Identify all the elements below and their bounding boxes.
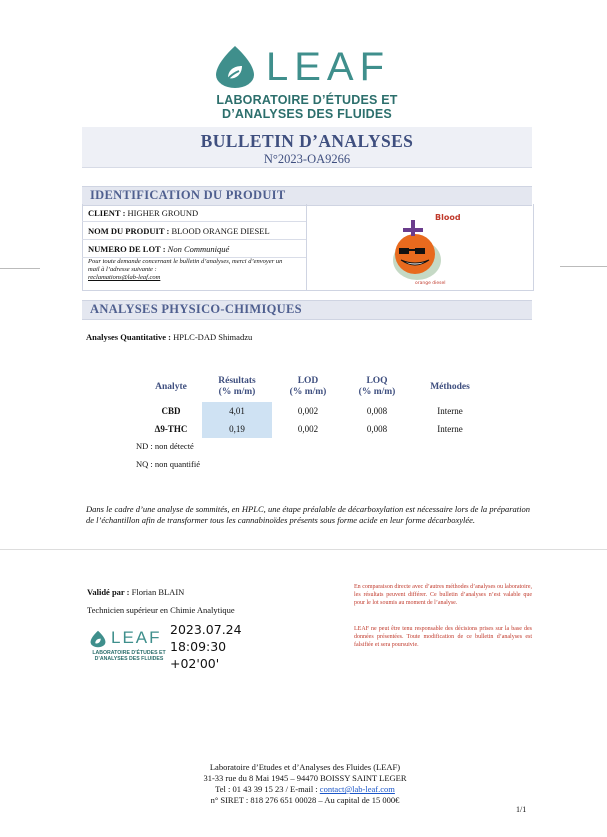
table-row [140,420,490,438]
col-lod [272,372,344,402]
signature-logo-wordmark: LEAF [111,628,162,647]
logo-subtitle-line-2: D’ANALYSES DES FLUIDES [222,107,392,121]
loq-cell: 0,008 [366,424,388,434]
lod-cell: 0,002 [297,424,319,434]
scan-artifact-line [0,268,40,269]
validated-by [87,587,184,597]
logo-subtitle-line-1: LABORATOIRE D’ÉTUDES ET [216,93,398,107]
nd-legend: ND : non détecté [136,441,194,451]
complaint-email-link[interactable]: reclamations@lab-leaf.com [88,274,161,281]
method-cell: Interne [437,406,463,416]
identification-title: IDENTIFICATION DU PRODUIT [90,188,286,202]
document-number: N°2023-OA9266 [263,152,351,166]
client-row [82,204,306,222]
scan-artifact-line [560,266,607,267]
mascot-text: Blood [435,213,461,222]
table-row [140,402,490,420]
signature-logo-subtitle [88,650,170,662]
logo-wordmark: LEAF [266,45,391,89]
complaint-note-line-2: mail à l’adresse suivante : [88,266,157,273]
col-loq-line-1: LOQ [366,376,388,386]
lot-label: NUMERO DE LOT : [88,244,168,254]
footer-address: 31-33 rue du 8 Mai 1945 – 94470 BOISSY SAINT LEGER [203,773,407,783]
lot-value: Non Communiqué [167,244,230,254]
client-value: HIGHER GROUND [127,208,199,218]
footer-contact [150,784,460,795]
results-table [140,372,490,438]
col-loq [344,372,410,402]
scan-artifact-line [0,549,607,550]
disclaimer-liability: LEAF ne peut être tenu responsable des décisions prises sur la base des données présentées. Toute modification de ce bulletin d’analyses est falsifiée et sera poursuivie. [354,626,532,648]
col-analyte: Analyte [155,381,187,392]
signature-logo-subtitle-line-1: LABORATOIRE D’ÉTUDES ET [92,650,166,656]
analyses-title: ANALYSES PHYSICO-CHIMIQUES [90,302,302,316]
lot-row [82,240,306,258]
footer [150,762,460,806]
footer-siret: n° SIRET : 818 276 651 00028 – Au capital de 15 000€ [210,795,400,805]
leaf-logo-icon [212,44,258,90]
product-label: NOM DU PRODUIT : [88,226,172,236]
product-value: BLOOD ORANGE DIESEL [171,226,270,236]
col-lod-line-2: (% m/m) [289,387,327,397]
nq-legend: NQ : non quantifié [136,459,200,469]
result-cell: 4,01 [202,402,272,420]
footer-lab-name: Laboratoire d’Etudes et d’Analyses des Fluides (LEAF) [209,762,401,772]
disclaimer-comparison: En comparaison directe avec d’autres méthodes d’analyses ou laboratoire, les résultats peuvent différer. Ce bulletin d’analyses n’est valable que pour le lot soumis au moment de l’analyse. [354,584,532,606]
loq-cell: 0,008 [366,406,388,416]
validated-label: Validé par : [87,587,132,597]
signature-logo-subtitle-line-2: D’ANALYSES DES FLUIDES [94,656,164,662]
analyte-cell: Δ9-THC [154,424,188,434]
client-label: CLIENT : [88,208,128,218]
page-number: 1/1 [516,805,527,814]
document-title: BULLETIN D’ANALYSES [200,131,414,151]
quantitative-label: Analyses Quantitative : [86,332,174,342]
logo-subtitle [212,93,402,121]
complaint-note [88,258,306,282]
result-cell: 0,19 [202,420,272,438]
col-methods: Méthodes [430,381,470,392]
complaint-note-line-1: Pour toute demande concernant le bulletin d’analyses, merci d’envoyer un [88,258,283,265]
col-results-line-1: Résultats [218,376,256,386]
product-mascot-image [385,208,461,288]
signature-leaf-logo-icon [89,630,107,648]
product-row [82,222,306,240]
method-cell: Interne [437,424,463,434]
mascot-text-2: orange diesel [415,281,446,286]
identification-divider [306,204,307,290]
lod-cell: 0,002 [297,406,319,416]
footer-contact-label: Tel : 01 43 39 15 23 / E-mail : [215,784,320,794]
col-loq-line-2: (% m/m) [358,387,396,397]
validated-name: Florian BLAIN [131,587,185,597]
signature-time: 18:09:30 [170,639,227,654]
analyte-cell: CBD [161,406,181,416]
decarboxylation-note: Dans le cadre d’une analyse de sommités, en HPLC, une étape préalable de décarboxylation est nécessaire lors de la préparation de l’échantillon afin de transformer tous les cannabinoïdes présents sous forme acide en leur forme décarboxylée. [86,504,530,525]
col-results [202,372,272,402]
col-lod-line-1: LOD [297,376,319,386]
quantitative-value: HPLC-DAD Shimadzu [173,332,253,342]
signature-date: 2023.07.24 [170,622,242,637]
quantitative-method [86,332,252,342]
validator-title: Technicien supérieur en Chimie Analytique [87,605,235,615]
footer-email-link[interactable]: contact@lab-leaf.com [319,784,395,794]
col-results-line-2: (% m/m) [218,387,256,397]
signature-timezone: +02'00' [170,656,220,671]
